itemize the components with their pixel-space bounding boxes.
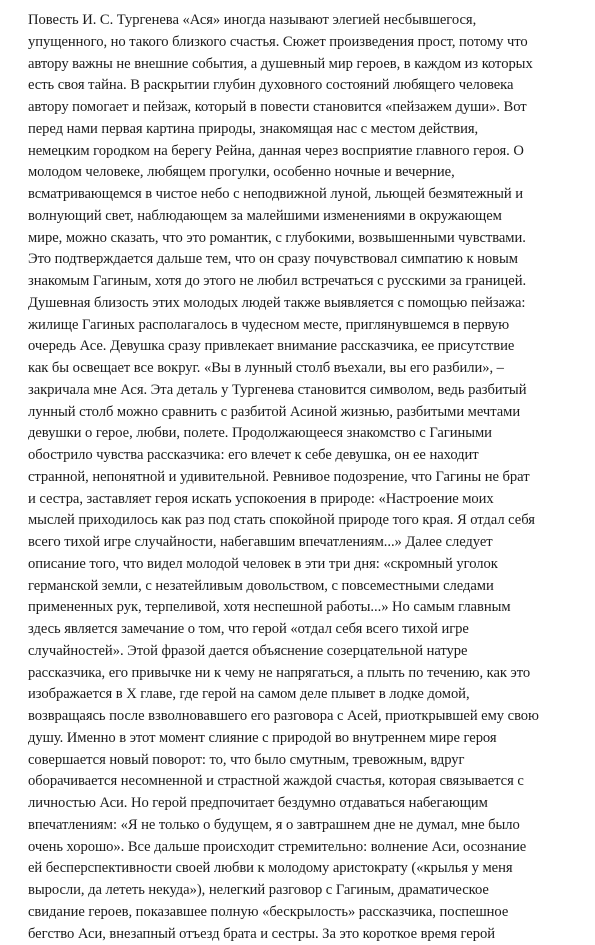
text-line: волнующий свет, наблюдающем за малейшими изменениями в окружающем bbox=[28, 206, 568, 228]
text-line: мыслей приходилось как раз под стать спокойной природе того края. Я отдал себя bbox=[28, 510, 568, 532]
text-line: бегство Аси, внезапный отъезд брата и сестры. За это короткое время герой bbox=[28, 924, 568, 945]
text-line: оборачивается несомненной и страстной жаждой счастья, которая связывается с bbox=[28, 771, 568, 793]
text-line: Это подтверждается дальше тем, что он сразу почувствовал симпатию к новым bbox=[28, 249, 568, 271]
text-line: впечатлениям: «Я не только о будущем, я о завтрашнем дне не думал, мне было bbox=[28, 815, 568, 837]
text-line: всего тихой игре случайности, набегавшим впечатлениям...» Далее следует bbox=[28, 532, 568, 554]
text-line: душу. Именно в этот момент слияние с природой во внутреннем мире героя bbox=[28, 728, 568, 750]
text-line: изображается в X главе, где герой на самом деле плывет в лодке домой, bbox=[28, 684, 568, 706]
text-line: обострило чувства рассказчика: его влечет к себе девушка, он ее находит bbox=[28, 445, 568, 467]
text-line: совершается новый поворот: то, что было смутным, тревожным, вдруг bbox=[28, 750, 568, 772]
text-line: Душевная близость этих молодых людей также выявляется с помощью пейзажа: bbox=[28, 293, 568, 315]
text-line: закричала мне Ася. Эта деталь у Тургенева становится символом, ведь разбитый bbox=[28, 380, 568, 402]
text-line: и сестра, заставляет героя искать успокоения в природе: «Настроение моих bbox=[28, 489, 568, 511]
text-line: личностью Аси. Но герой предпочитает бездумно отдаваться набегающим bbox=[28, 793, 568, 815]
text-line: лунный столб можно сравнить с разбитой Асиной жизнью, разбитыми мечтами bbox=[28, 402, 568, 424]
text-line: свидание героев, показавшее полную «бескрылость» рассказчика, поспешное bbox=[28, 902, 568, 924]
text-line: упущенного, но такого близкого счастья. Сюжет произведения прост, потому что bbox=[28, 32, 568, 54]
text-line: есть своя тайна. В раскрытии глубин духовного состояний любящего человека bbox=[28, 75, 568, 97]
text-line: знакомым Гагиным, хотя до этого не любил встречаться с русскими за границей. bbox=[28, 271, 568, 293]
text-line: рассказчика, его привычке ни к чему не напрягаться, а плыть по течению, как это bbox=[28, 663, 568, 685]
essay-text bbox=[28, 10, 568, 945]
text-line: здесь является замечание о том, что герой «отдал себя всего тихой игре bbox=[28, 619, 568, 641]
text-line: Повесть И. С. Тургенева «Ася» иногда называют элегией несбывшегося, bbox=[28, 10, 568, 32]
text-line: очень хорошо». Все дальше происходит стремительно: волнение Аси, осознание bbox=[28, 837, 568, 859]
text-line: жилище Гагиных располагалось в чудесном месте, приглянувшемся в первую bbox=[28, 315, 568, 337]
text-line: мире, можно сказать, что это романтик, с глубокими, возвышенными чувствами. bbox=[28, 228, 568, 250]
text-line: возвращаясь после взволновавшего его разговора с Асей, приоткрывшей ему свою bbox=[28, 706, 568, 728]
text-line: как бы освещает все вокруг. «Вы в лунный столб въехали, вы его разбили», – bbox=[28, 358, 568, 380]
text-line: немецким городком на берегу Рейна, данная через восприятие главного героя. О bbox=[28, 141, 568, 163]
text-line: случайностей». Этой фразой дается объяснение созерцательной натуре bbox=[28, 641, 568, 663]
text-line: девушки о герое, любви, полете. Продолжающееся знакомство с Гагиными bbox=[28, 423, 568, 445]
text-line: ей бесперспективности своей любви к молодому аристократу («крылья у меня bbox=[28, 858, 568, 880]
text-line: молодом человеке, любящем прогулки, особенно ночные и вечерние, bbox=[28, 162, 568, 184]
text-line: примененных рук, терпеливой, хотя неспешной работы...» Но самым главным bbox=[28, 597, 568, 619]
text-line: очередь Асе. Девушка сразу привлекает внимание рассказчика, ее присутствие bbox=[28, 336, 568, 358]
text-line: странной, непонятной и удивительной. Ревнивое подозрение, что Гагины не брат bbox=[28, 467, 568, 489]
text-line: перед нами первая картина природы, знакомящая нас с местом действия, bbox=[28, 119, 568, 141]
text-line: автору важны не внешние события, а душевный мир героев, в каждом из которых bbox=[28, 54, 568, 76]
text-line: всматривающемся в чистое небо с неподвижной луной, льющей безмятежный и bbox=[28, 184, 568, 206]
text-line: автору помогает и пейзаж, который в повести становится «пейзажем души». Вот bbox=[28, 97, 568, 119]
text-line: описание того, что видел молодой человек в эти три дня: «скромный уголок bbox=[28, 554, 568, 576]
text-line: германской земли, с незатейливым довольством, с повсеместными следами bbox=[28, 576, 568, 598]
text-line: выросли, да лететь некуда»), нелегкий разговор с Гагиным, драматическое bbox=[28, 880, 568, 902]
